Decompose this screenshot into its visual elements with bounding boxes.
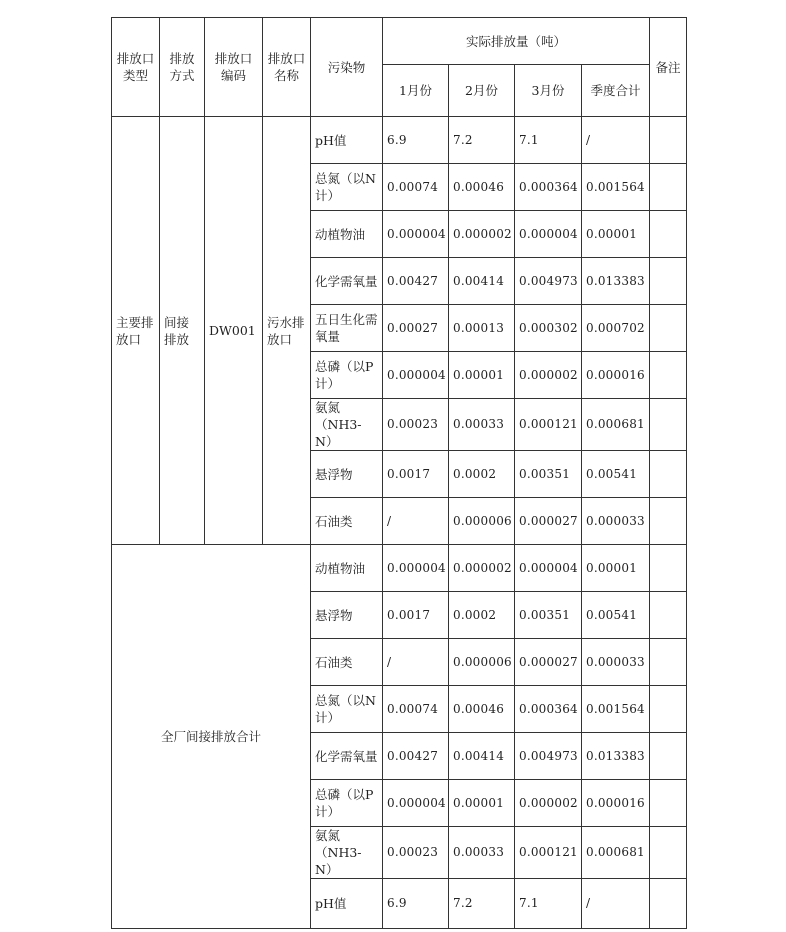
header-month-3: 3月份 [515, 65, 582, 117]
quarter-total-value: 0.00541 [582, 451, 650, 498]
outfall-name-cell: 污水排放口 [263, 117, 311, 545]
month-3-value: 0.000004 [515, 211, 582, 258]
quarter-total-value: 0.000016 [582, 352, 650, 399]
month-3-value: 0.000364 [515, 686, 582, 733]
month-1-value: / [383, 498, 449, 545]
month-2-value: 7.2 [449, 879, 515, 929]
remark-cell [650, 451, 687, 498]
remark-cell [650, 305, 687, 352]
header-outfall-code: 排放口编码 [205, 18, 263, 117]
month-3-value: 0.000364 [515, 164, 582, 211]
table-row [112, 117, 687, 164]
pollutant-cell: 化学需氧量 [311, 733, 383, 780]
header-actual-emission: 实际排放量（吨） [383, 18, 650, 65]
table-row [112, 545, 687, 592]
quarter-total-value: 0.001564 [582, 686, 650, 733]
pollutant-cell: 悬浮物 [311, 451, 383, 498]
pollutant-cell: 悬浮物 [311, 592, 383, 639]
month-3-value: 0.00351 [515, 592, 582, 639]
month-3-value: 0.000027 [515, 498, 582, 545]
month-2-value: 0.00013 [449, 305, 515, 352]
month-1-value: 0.000004 [383, 211, 449, 258]
month-2-value: 0.00001 [449, 352, 515, 399]
month-1-value: 0.000004 [383, 352, 449, 399]
remark-cell [650, 879, 687, 929]
plant-total-label: 全厂间接排放合计 [112, 545, 311, 929]
pollutant-cell: 总氮（以N计） [311, 686, 383, 733]
month-2-value: 0.00414 [449, 733, 515, 780]
remark-cell [650, 211, 687, 258]
month-1-value: 0.00074 [383, 686, 449, 733]
outfall-type-cell: 主要排放口 [112, 117, 160, 545]
pollutant-cell: pH值 [311, 117, 383, 164]
remark-cell [650, 639, 687, 686]
remark-cell [650, 780, 687, 827]
month-3-value: 7.1 [515, 879, 582, 929]
header-outfall-type: 排放口类型 [112, 18, 160, 117]
header-month-1: 1月份 [383, 65, 449, 117]
month-1-value: 0.00074 [383, 164, 449, 211]
remark-cell [650, 498, 687, 545]
month-3-value: 0.000002 [515, 352, 582, 399]
quarter-total-value: / [582, 879, 650, 929]
quarter-total-value: 0.000033 [582, 639, 650, 686]
pollutant-cell: 总磷（以P计） [311, 780, 383, 827]
pollutant-cell: 动植物油 [311, 211, 383, 258]
quarter-total-value: 0.000702 [582, 305, 650, 352]
quarter-total-value: 0.001564 [582, 164, 650, 211]
pollutant-cell: 氨氮（NH3-N） [311, 827, 383, 879]
month-2-value: 0.00046 [449, 164, 515, 211]
pollutant-cell: 化学需氧量 [311, 258, 383, 305]
month-3-value: 0.004973 [515, 733, 582, 780]
month-1-value: 0.0017 [383, 592, 449, 639]
remark-cell [650, 164, 687, 211]
quarter-total-value: 0.00001 [582, 211, 650, 258]
month-1-value: 6.9 [383, 117, 449, 164]
month-3-value: 0.000121 [515, 399, 582, 451]
quarter-total-value: 0.00541 [582, 592, 650, 639]
quarter-total-value: 0.000681 [582, 827, 650, 879]
quarter-total-value: 0.013383 [582, 258, 650, 305]
discharge-method-cell: 间接排放 [160, 117, 205, 545]
month-1-value: 0.00427 [383, 258, 449, 305]
remark-cell [650, 258, 687, 305]
month-1-value: 0.00427 [383, 733, 449, 780]
remark-cell [650, 352, 687, 399]
header-month-2: 2月份 [449, 65, 515, 117]
month-2-value: 0.00046 [449, 686, 515, 733]
remark-cell [650, 592, 687, 639]
month-2-value: 0.000002 [449, 211, 515, 258]
month-2-value: 0.0002 [449, 592, 515, 639]
remark-cell [650, 686, 687, 733]
pollutant-cell: 五日生化需氧量 [311, 305, 383, 352]
month-1-value: 6.9 [383, 879, 449, 929]
quarter-total-value: 0.00001 [582, 545, 650, 592]
emission-table [111, 17, 687, 929]
month-2-value: 0.000006 [449, 639, 515, 686]
month-3-value: 0.00351 [515, 451, 582, 498]
quarter-total-value: 0.000033 [582, 498, 650, 545]
pollutant-cell: 氨氮（NH3-N） [311, 399, 383, 451]
header-remark: 备注 [650, 18, 687, 117]
pollutant-cell: 石油类 [311, 498, 383, 545]
header-outfall-name: 排放口名称 [263, 18, 311, 117]
remark-cell [650, 545, 687, 592]
quarter-total-value: / [582, 117, 650, 164]
month-3-value: 0.000121 [515, 827, 582, 879]
month-2-value: 0.00033 [449, 399, 515, 451]
pollutant-cell: 动植物油 [311, 545, 383, 592]
month-1-value: 0.00023 [383, 827, 449, 879]
month-3-value: 7.1 [515, 117, 582, 164]
month-2-value: 0.000006 [449, 498, 515, 545]
header-quarter-total: 季度合计 [582, 65, 650, 117]
month-3-value: 0.004973 [515, 258, 582, 305]
month-1-value: 0.00023 [383, 399, 449, 451]
month-3-value: 0.000002 [515, 780, 582, 827]
month-1-value: 0.000004 [383, 545, 449, 592]
outfall-code-cell: DW001 [205, 117, 263, 545]
remark-cell [650, 399, 687, 451]
pollutant-cell: pH值 [311, 879, 383, 929]
month-2-value: 0.000002 [449, 545, 515, 592]
quarter-total-value: 0.000016 [582, 780, 650, 827]
month-1-value: 0.0017 [383, 451, 449, 498]
month-2-value: 0.00414 [449, 258, 515, 305]
remark-cell [650, 117, 687, 164]
month-3-value: 0.000004 [515, 545, 582, 592]
remark-cell [650, 827, 687, 879]
month-1-value: 0.00027 [383, 305, 449, 352]
remark-cell [650, 733, 687, 780]
month-2-value: 0.00033 [449, 827, 515, 879]
pollutant-cell: 总氮（以N计） [311, 164, 383, 211]
header-discharge-method: 排放方式 [160, 18, 205, 117]
month-3-value: 0.000027 [515, 639, 582, 686]
month-2-value: 0.0002 [449, 451, 515, 498]
quarter-total-value: 0.000681 [582, 399, 650, 451]
month-3-value: 0.000302 [515, 305, 582, 352]
header-pollutant: 污染物 [311, 18, 383, 117]
month-2-value: 7.2 [449, 117, 515, 164]
month-1-value: / [383, 639, 449, 686]
quarter-total-value: 0.013383 [582, 733, 650, 780]
pollutant-cell: 石油类 [311, 639, 383, 686]
pollutant-cell: 总磷（以P计） [311, 352, 383, 399]
month-2-value: 0.00001 [449, 780, 515, 827]
month-1-value: 0.000004 [383, 780, 449, 827]
